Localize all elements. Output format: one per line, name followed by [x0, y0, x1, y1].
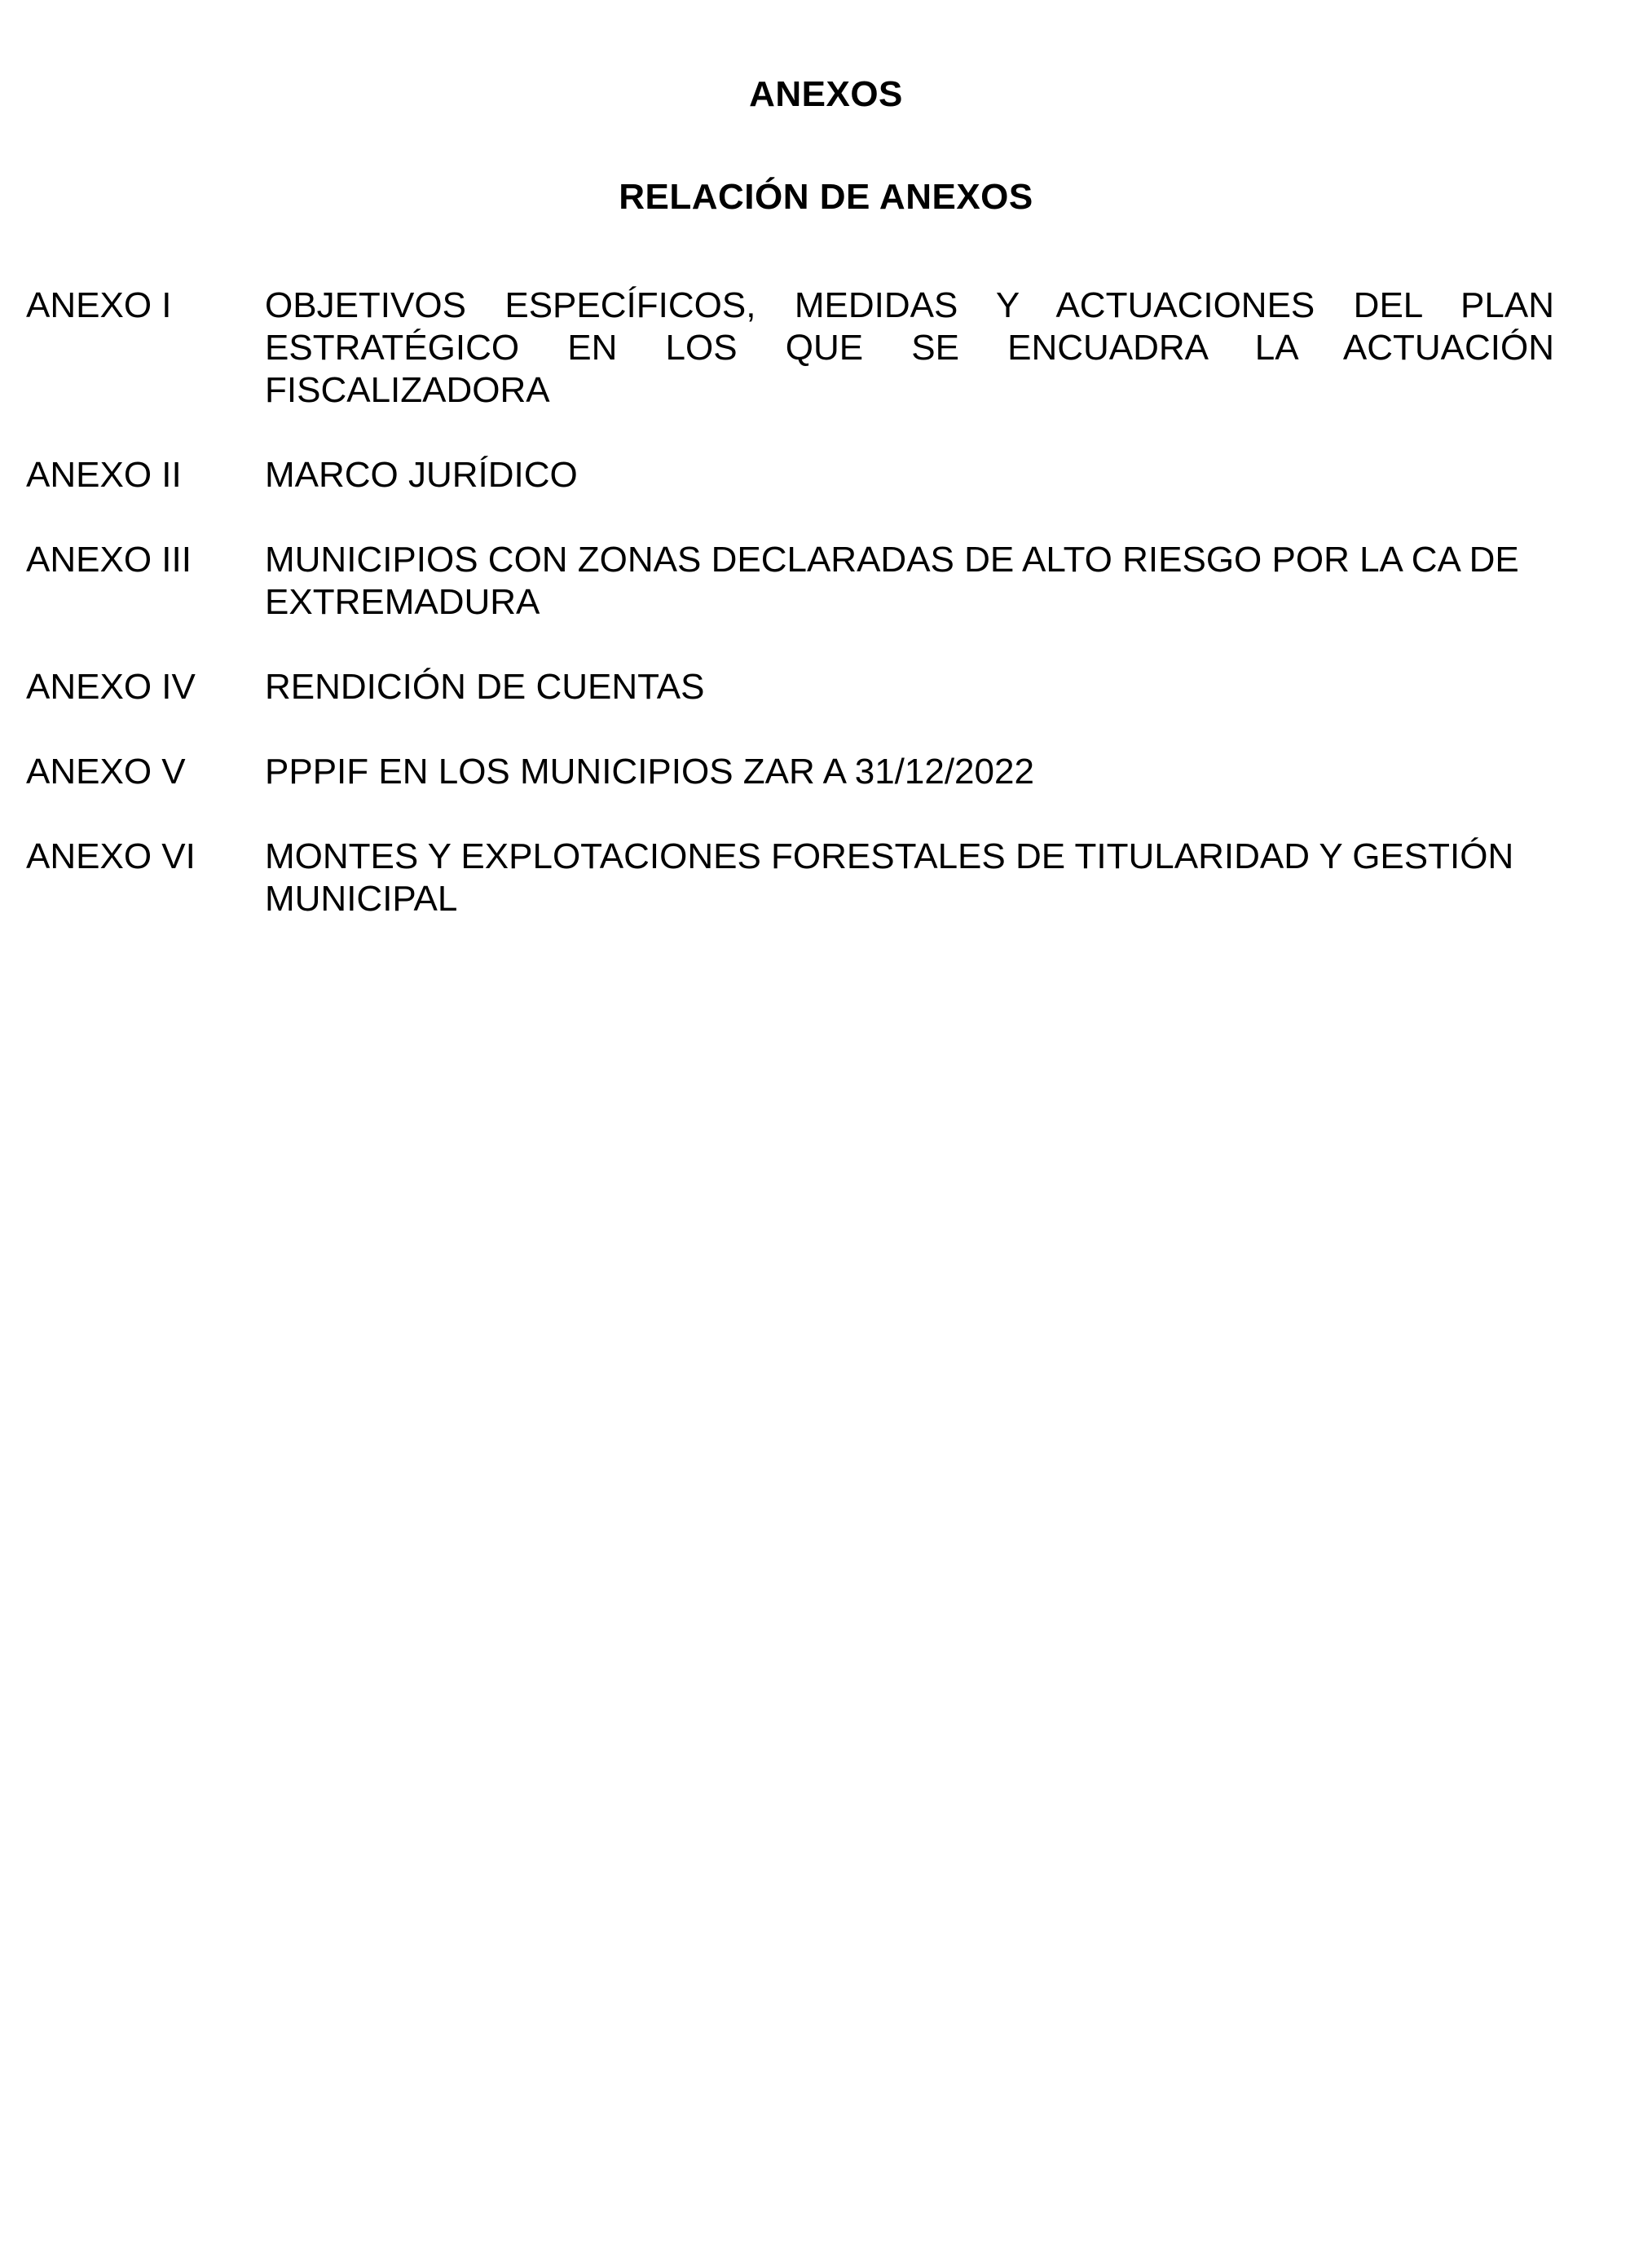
annex-title: RENDICIÓN DE CUENTAS [265, 667, 705, 707]
annex-title: MONTES Y EXPLOTACIONES FORESTALES DE TITULARIDAD Y GESTIÓN MUNICIPAL [265, 836, 1514, 919]
page-title: ANEXOS [749, 74, 903, 114]
annex-item [26, 285, 1554, 412]
annex-code: ANEXO V [26, 752, 186, 792]
annex-title: MUNICIPIOS CON ZONAS DECLARADAS DE ALTO RIESGO POR LA CA DE EXTREMADURA [265, 540, 1519, 622]
annex-code: ANEXO I [26, 285, 172, 325]
annex-title: MARCO JURÍDICO [265, 455, 578, 495]
page-subtitle: RELACIÓN DE ANEXOS [619, 177, 1033, 217]
annex-code: ANEXO II [26, 455, 182, 495]
annex-code: ANEXO VI [26, 836, 196, 876]
annex-title: PPPIF EN LOS MUNICIPIOS ZAR A 31/12/2022 [265, 752, 1034, 792]
annex-item [26, 751, 1554, 793]
annex-code: ANEXO IV [26, 667, 196, 707]
annex-item [26, 666, 1554, 708]
annex-title: OBJETIVOS ESPECÍFICOS, MEDIDAS Y ACTUACIONES DEL PLAN ESTRATÉGICO EN LOS QUE SE ENCUADRA LA ACTUACIÓN FISCALIZADORA [265, 285, 1554, 410]
annex-item [26, 836, 1554, 920]
annex-code: ANEXO III [26, 540, 192, 580]
annex-list [26, 285, 1554, 963]
annex-item [26, 454, 1554, 496]
annex-item [26, 539, 1554, 624]
